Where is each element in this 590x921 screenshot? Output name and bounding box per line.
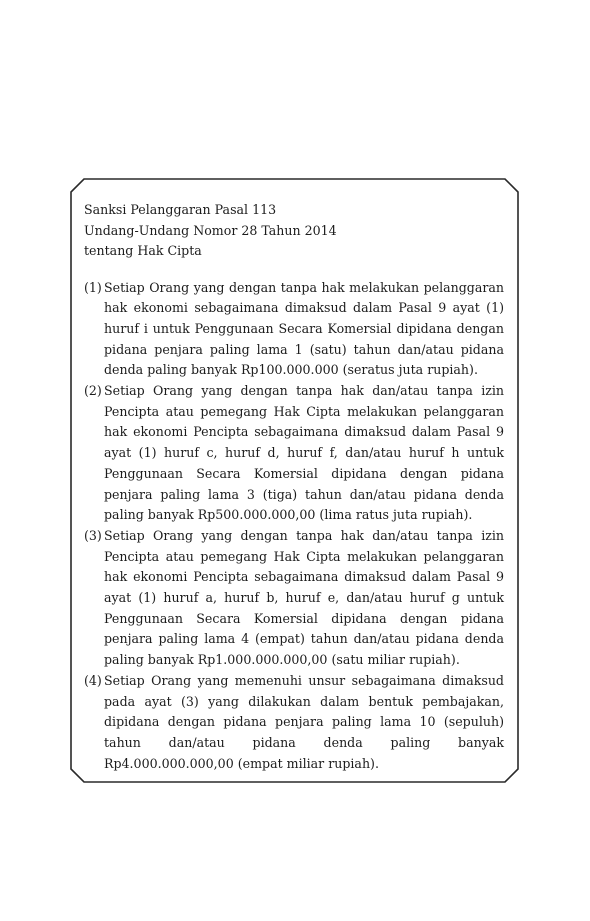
sanction-text: Setiap Orang yang memenuhi unsur sebagaimana dimaksud pada ayat (3) yang dilakukan dalam bentuk pembajakan, dipidana dengan pidana penjara paling lama 10 (sepuluh) tahun dan/atau pidana denda paling banyak Rp4.000.000.000,00 (empat miliar rupiah). (104, 672, 504, 771)
header-law: Undang-Undang Nomor 28 Tahun 2014 (84, 222, 337, 238)
sanction-item (84, 381, 504, 526)
header-title: Sanksi Pelanggaran Pasal 113 (84, 202, 277, 217)
sanction-text: Setiap Orang yang dengan tanpa hak melakukan pelanggaran hak ekonomi sebagaimana dimaksud dalam Pasal 9 ayat (1) huruf i untuk Penggunaan Secara Komersial dipidana dengan pidana penjara paling lama 1 (satu) tahun dan/atau pidana denda paling banyak Rp100.000.000 (seratus juta rupiah). (104, 279, 504, 378)
sanction-item (84, 671, 504, 775)
sanction-number: (1) (84, 279, 102, 295)
sanction-number: (4) (84, 672, 102, 688)
sanction-number: (3) (84, 527, 102, 543)
sanctions-box (70, 178, 519, 783)
sanction-text: Setiap Orang yang dengan tanpa hak dan/atau tanpa izin Pencipta atau pemegang Hak Cipta melakukan pelanggaran hak ekonomi Pencipta sebagaimana dimaksud dalam Pasal 9 ayat (1) huruf c, huruf d, huruf f, dan/atau huruf h untuk Penggunaan Secara Komersial dipidana dengan pidana penjara paling lama 3 (tiga) tahun dan/atau pidana denda paling banyak Rp500.000.000,00 (lima ratus juta rupiah). (104, 383, 504, 523)
box-content (84, 200, 504, 774)
sanctions-list (84, 278, 504, 775)
sanction-number: (2) (84, 383, 102, 399)
document-header (84, 200, 504, 262)
header-subject: tentang Hak Cipta (84, 243, 202, 258)
sanction-text: Setiap Orang yang dengan tanpa hak dan/atau tanpa izin Pencipta atau pemegang Hak Cipta melakukan pelanggaran hak ekonomi Pencipta sebagaimana dimaksud dalam Pasal 9 ayat (1) huruf a, huruf b, huruf e, dan/atau huruf g untuk Penggunaan Secara Komersial dipidana dengan pidana penjara paling lama 4 (empat) tahun dan/atau pidana denda paling banyak Rp1.000.000.000,00 (satu miliar rupiah). (104, 527, 504, 668)
sanction-item (84, 278, 504, 382)
sanction-item (84, 526, 504, 671)
